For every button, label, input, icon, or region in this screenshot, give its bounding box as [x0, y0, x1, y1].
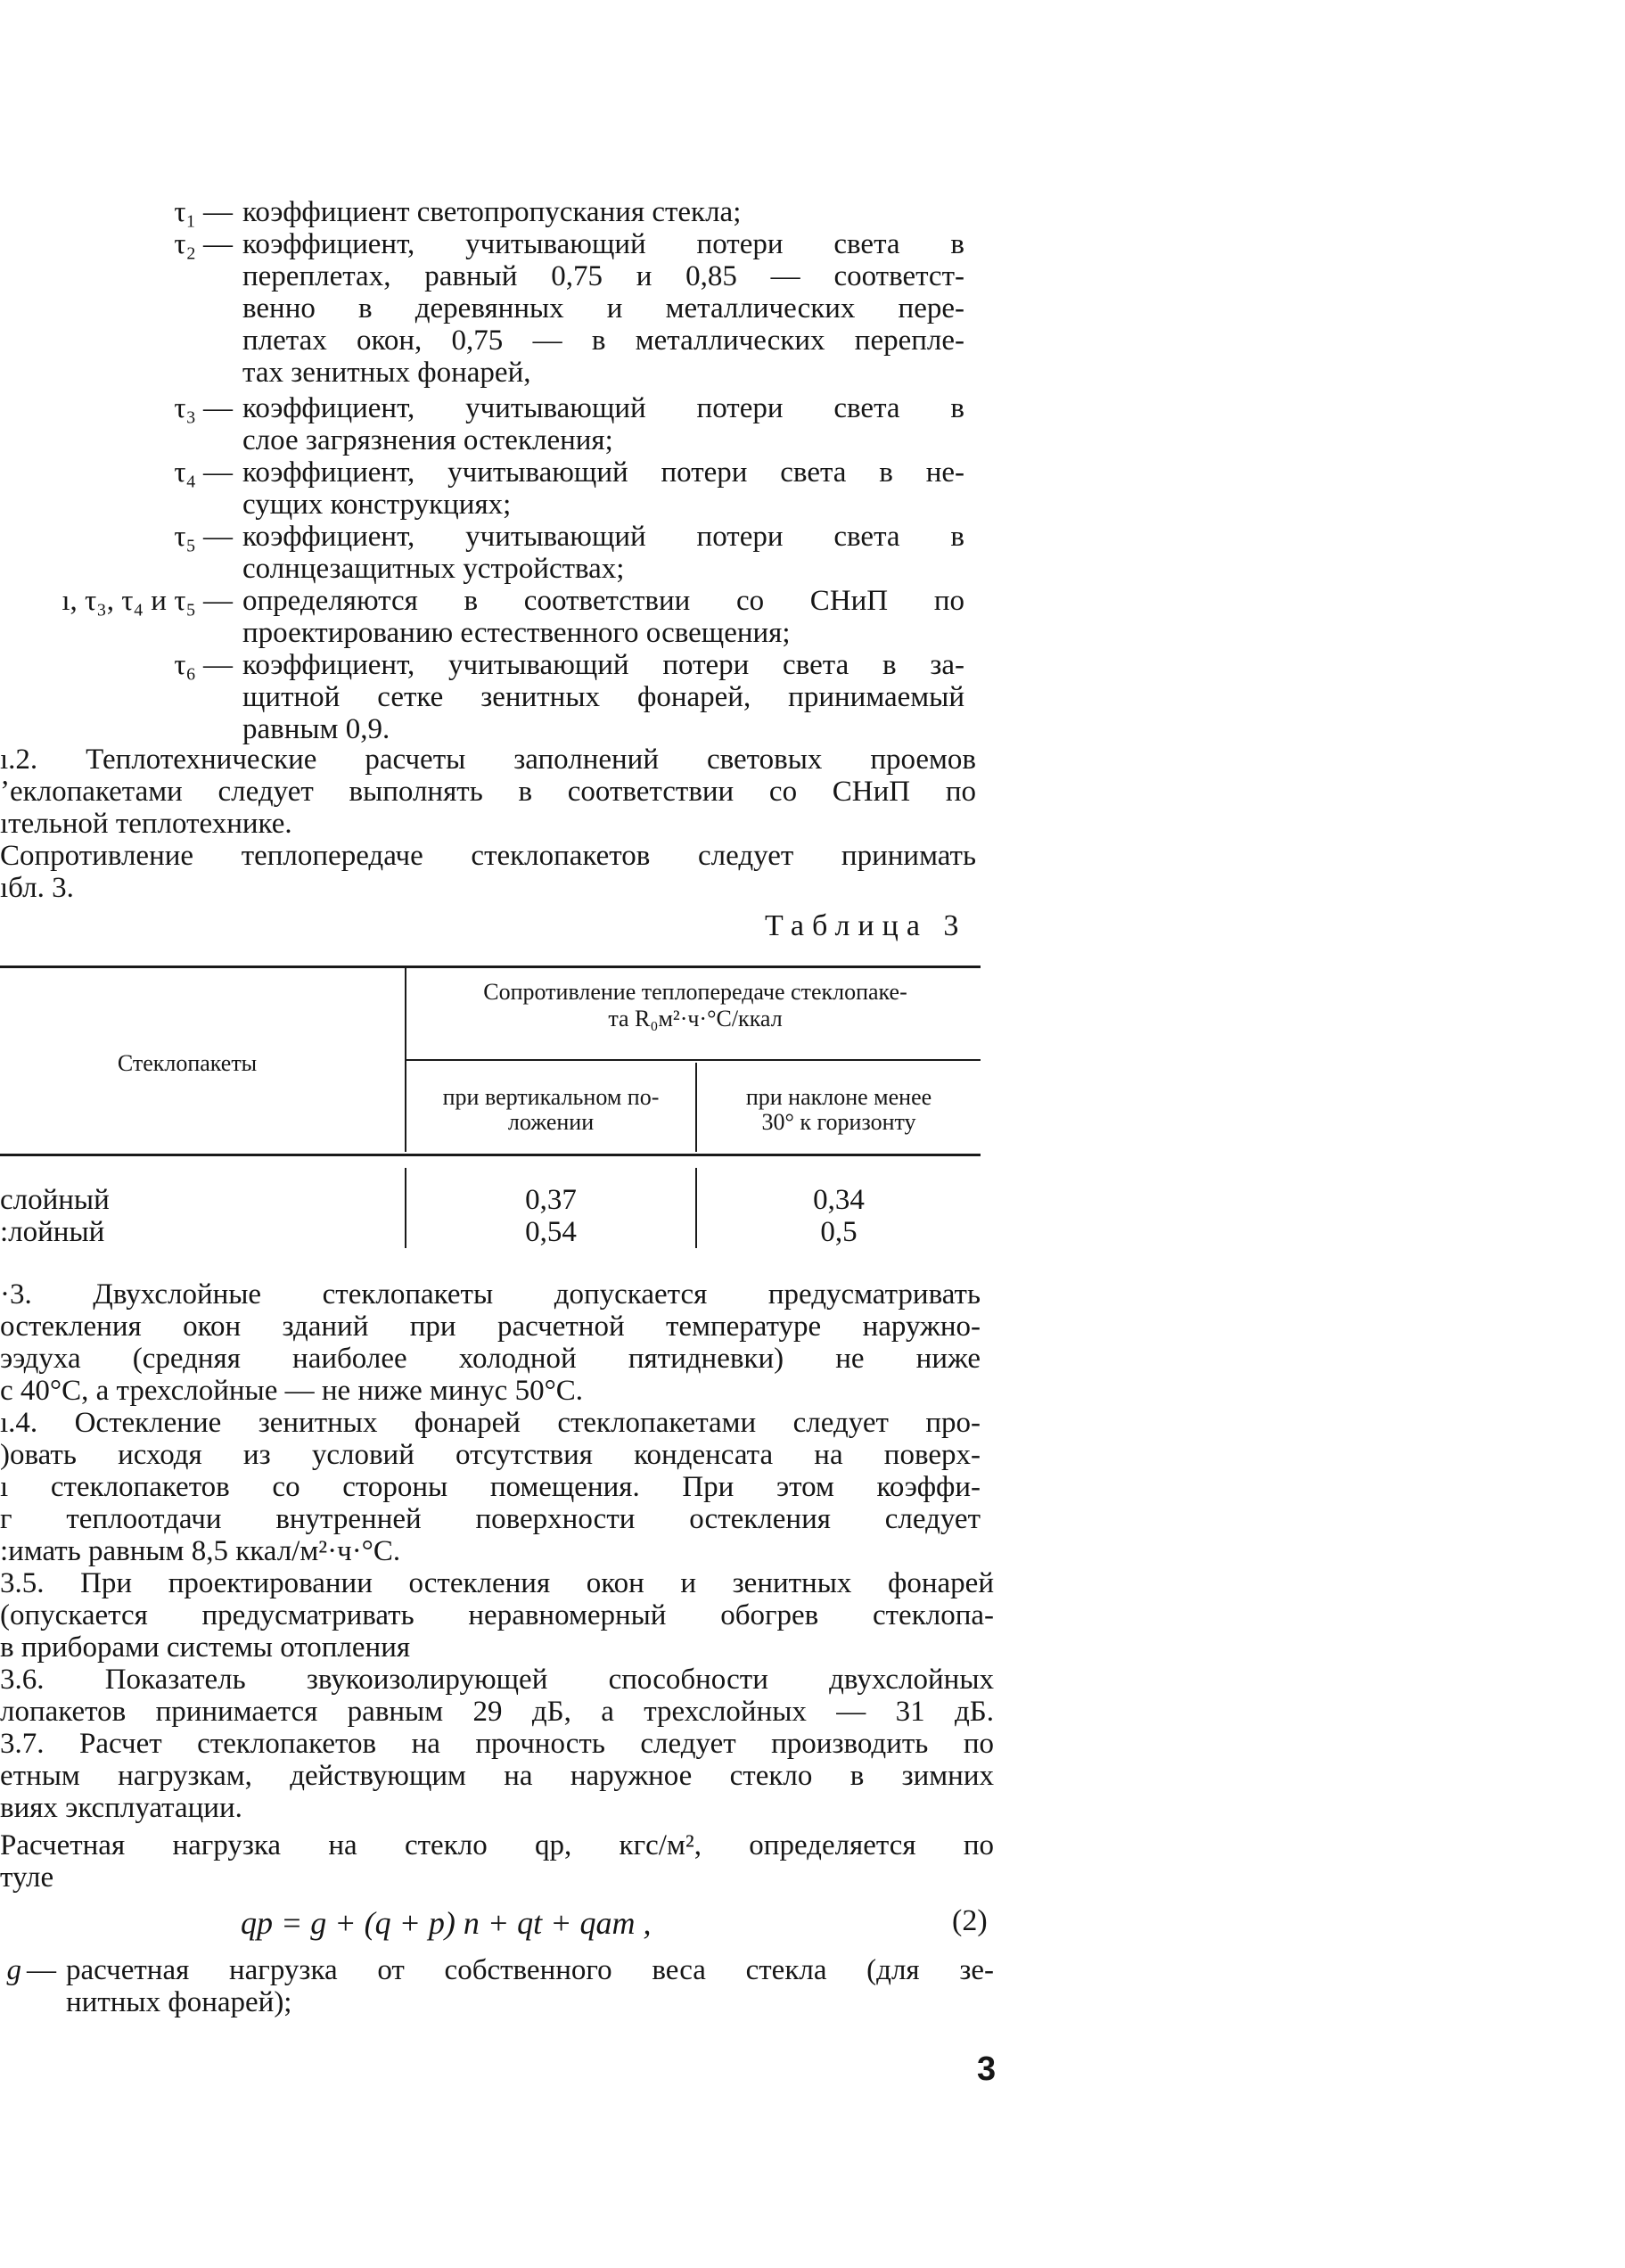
paragraph-line: ı.4. Остекление зенитных фонарей стеклопакетами следует про- [0, 1407, 981, 1439]
paragraph-line: )овать исходя из условий отсутствия конденсата на поверх- [0, 1439, 981, 1471]
tau2-line: плетах окон, 0,75 — в металлических перепле- [242, 325, 964, 357]
equation-number: (2) [952, 1904, 988, 1937]
load-formula: qр = g + (q + p) n + qt + qат , [241, 1905, 652, 1941]
tau3-line: коэффициент, учитывающий потери света в [242, 392, 964, 424]
definition-dash: — [203, 392, 233, 424]
table-subheader-inclined: 30° к горизонту [761, 1109, 916, 1135]
tau1-symbol: τ₁ [174, 196, 196, 228]
page-number: 3 [977, 2050, 997, 2088]
paragraph-line: 3.7. Расчет стеклопакетов на прочность следует производить по [0, 1728, 994, 1760]
paragraph-line: ıбл. 3. [0, 872, 74, 904]
paragraph-line: :имать равным 8,5 ккал/м²·ч·°С. [0, 1535, 401, 1567]
definition-dash: — [203, 228, 233, 260]
paragraph-line: (опускается предусматривать неравномерный обогрев стеклопа- [0, 1599, 994, 1631]
paragraph-line: расчетная нагрузка от собственного веса стекла (для зе- [66, 1954, 994, 1986]
table-subheader-vertical: при вертикальном по- [442, 1084, 660, 1110]
paragraph-line: ·3. Двухслойные стеклопакеты допускается предусматривать [0, 1278, 981, 1311]
definition-dash: — [203, 521, 233, 553]
tau3-symbol: τ₃ [174, 392, 196, 424]
paragraph-line: 3.6. Показатель звукоизолирующей способности двухслойных [0, 1664, 994, 1696]
table-row-name: :лойный [0, 1216, 105, 1248]
table-subheader-rule [406, 1059, 981, 1061]
definition-dash: — [203, 456, 233, 489]
combined-line: проектированию естественного освещения; [242, 617, 791, 649]
paragraph-line: Сопротивление теплопередаче стеклопакетов следует принимать [0, 840, 976, 872]
table-top-rule [0, 966, 981, 968]
table-group-header-line: та R₀м²·ч·°С/ккал [608, 1006, 783, 1031]
table-subheader-vertical: ложении [507, 1109, 595, 1135]
table-cell-inclined: 0,5 [820, 1216, 858, 1248]
tau4-line: коэффициент, учитывающий потери света в не- [242, 456, 964, 489]
paragraph-line: етным нагрузкам, действующим на наружное стекло в зимних [0, 1760, 994, 1792]
tau2-line: венно в деревянных и металлических пере- [242, 292, 964, 325]
tau2-line: тах зенитных фонарей, [242, 357, 531, 389]
table-cell-vertical: 0,37 [525, 1184, 577, 1216]
tau6-line: коэффициент, учитывающий потери света в за- [242, 649, 964, 681]
paragraph-line: Расчетная нагрузка на стекло qр, кгс/м², определяется по [0, 1829, 994, 1861]
definition-dash: — [203, 196, 233, 228]
paragraph-line: нитных фонарей); [66, 1986, 292, 2018]
tau2-line: коэффициент, учитывающий потери света в [242, 228, 964, 260]
table-row-name: слойный [0, 1184, 110, 1216]
paragraph-line: ээдуха (средняя наиболее холодной пятидневки) не ниже [0, 1343, 981, 1375]
g-symbol: g [6, 1954, 21, 1986]
paragraph-line: 3.5. При проектировании остекления окон и зенитных фонарей [0, 1567, 994, 1599]
paragraph-line: остекления окон зданий при расчетной температуре наружно- [0, 1311, 981, 1343]
paragraph-line: с 40°С, а трехслойные — не ниже минус 50°С. [0, 1375, 584, 1407]
tau2-line: переплетах, равный 0,75 и 0,85 — соответст- [242, 260, 964, 292]
tau1-line: коэффициент светопропускания стекла; [242, 196, 742, 228]
paragraph-line: виях эксплуатации. [0, 1792, 242, 1824]
table-subheader-inclined: при наклоне менее [745, 1084, 932, 1110]
tau3-line: слое загрязнения остекления; [242, 424, 613, 456]
combined-line: определяются в соответствии со СНиП по [242, 585, 964, 617]
paragraph-line: лопакетов принимается равным 29 дБ, а трехслойных — 31 дБ. [0, 1696, 994, 1728]
table-header-rule [0, 1154, 981, 1156]
table-cell-inclined: 0,34 [813, 1184, 865, 1216]
paragraph-line: ʼеклопакетами следует выполнять в соответствии со СНиП по [0, 776, 976, 808]
definition-dash: — [203, 585, 233, 617]
tau6-symbol: τ₆ [174, 649, 196, 681]
combined-symbols: ı, τ₃, τ₄ и τ₅ [62, 585, 196, 617]
definition-dash: — [27, 1954, 56, 1986]
tau4-symbol: τ₄ [174, 456, 196, 489]
tau5-line: солнцезащитных устройствах; [242, 553, 625, 585]
tau6-line: щитной сетке зенитных фонарей, принимаемый [242, 681, 964, 713]
tau2-symbol: τ₂ [174, 228, 196, 260]
table-caption: Таблица 3 [765, 909, 967, 942]
tau4-line: сущих конструкциях; [242, 489, 512, 521]
table-header-glass-units: Стеклопакеты [117, 1050, 258, 1076]
paragraph-line: ı.2. Теплотехнические расчеты заполнений световых проемов [0, 744, 976, 776]
tau6-line: равным 0,9. [242, 713, 390, 745]
definition-dash: — [203, 649, 233, 681]
table-group-header-line: Сопротивление теплопередаче стеклопаке- [483, 979, 907, 1005]
paragraph-line: туле [0, 1861, 54, 1894]
tau5-symbol: τ₅ [174, 521, 196, 553]
paragraph-line: г теплоотдачи внутренней поверхности остекления следует [0, 1503, 981, 1535]
paragraph-line: ıтельной теплотехнике. [0, 808, 292, 840]
paragraph-line: ı стеклопакетов со стороны помещения. При этом коэффи- [0, 1471, 981, 1503]
tau5-line: коэффициент, учитывающий потери света в [242, 521, 964, 553]
table-cell-vertical: 0,54 [525, 1216, 577, 1248]
paragraph-line: в приборами системы отопления [0, 1631, 411, 1664]
